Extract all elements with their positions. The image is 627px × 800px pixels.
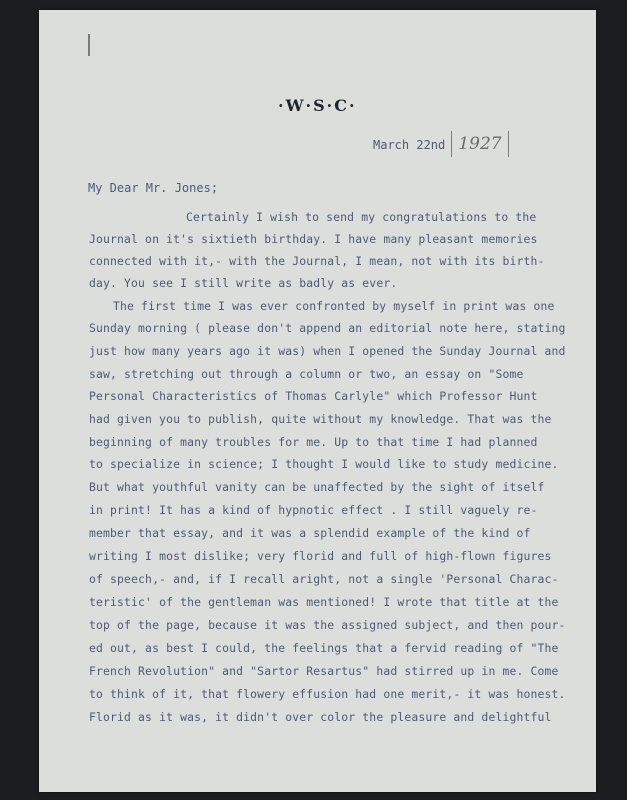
body-line: to specialize in science; I thought I would like to study medicine.	[89, 457, 559, 471]
pencil-year-annotation: 1927	[451, 131, 509, 157]
body-line: day. You see I still write as badly as ever.	[89, 276, 398, 290]
body-line: Certainly I wish to send my congratulations to the	[186, 210, 537, 224]
body-line: connected with it,- with the Journal, I mean, not with its birth-	[89, 254, 545, 268]
body-line: Florid as it was, it didn't over color the pleasure and delightful	[89, 710, 552, 724]
body-line: Sunday morning ( please don't append an editorial note here, stating	[89, 321, 566, 335]
body-line: Personal Characteristics of Thomas Carlyle" which Professor Hunt	[89, 389, 538, 403]
body-line: French Revolution" and "Sartor Resartus" had stirred up in me. Come	[89, 664, 559, 678]
body-line: in print! It has a kind of hypnotic effect . I still vaguely re-	[89, 503, 538, 517]
salutation: My Dear Mr. Jones;	[88, 181, 219, 195]
body-line: to think of it, that flowery effusion had one merit,- it was honest.	[89, 687, 566, 701]
pencil-mark	[88, 34, 90, 56]
body-line: beginning of many troubles for me. Up to that time I had planned	[89, 435, 538, 449]
body-line: of speech,- and, if I recall aright, not a single 'Personal Charac-	[89, 572, 559, 586]
body-line: Journal on it's sixtieth birthday. I have many pleasant memories	[89, 232, 538, 246]
body-line: top of the page, because it was the assigned subject, and then pour-	[89, 618, 566, 632]
body-line: member that essay, and it was a splendid example of the kind of	[89, 526, 531, 540]
body-line: ed out, as best I could, the feelings that a fervid reading of "The	[89, 641, 559, 655]
body-line: had given you to publish, quite without my knowledge. That was the	[89, 412, 552, 426]
body-line: teristic' of the gentleman was mentioned! I wrote that title at the	[89, 595, 559, 609]
body-line: saw, stretching out through a column or two, an essay on "Some	[89, 367, 524, 381]
letter-date: March 22nd	[373, 138, 446, 152]
body-line: just how many years ago it was) when I opened the Sunday Journal and	[89, 344, 566, 358]
body-line: writing I most dislike; very florid and full of high-flown figures	[89, 549, 552, 563]
body-line: The first time I was ever confronted by myself in print was one	[113, 299, 555, 313]
letterhead-monogram: ·W·S·C·	[278, 96, 357, 115]
body-line: But what youthful vanity can be unaffected by the sight of itself	[89, 480, 545, 494]
